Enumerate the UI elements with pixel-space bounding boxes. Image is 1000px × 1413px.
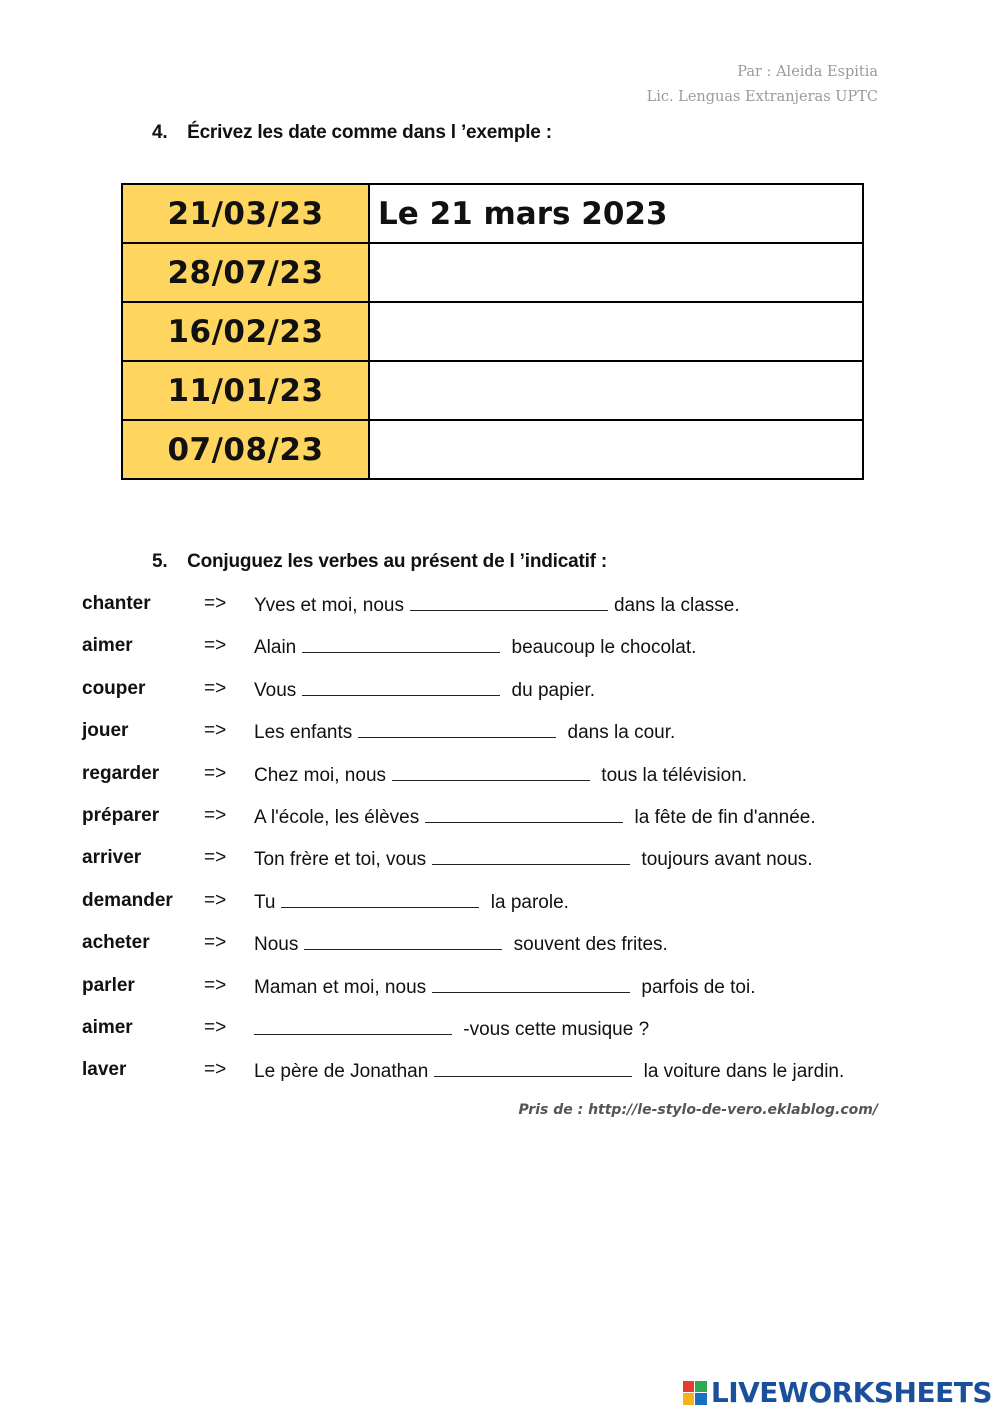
sentence-end: beaucoup le chocolat. [506,637,697,659]
sentence-start: Maman et moi, nous [254,976,427,998]
sentence [254,678,595,702]
sentence-end: la fête de fin d'année. [629,806,816,828]
sentence-end: souvent des frites. [508,934,668,956]
verb-infinitive: aimer [82,1016,133,1038]
sentence [254,593,740,617]
sentence-end: dans la cour. [562,722,676,744]
conjugation-row [82,971,962,1013]
date-cell: 28/07/23 [122,243,369,302]
date-row [122,302,863,361]
sentence-end: dans la classe. [613,595,740,616]
liveworksheets-logo-text: LIVEWORKSHEETS [710,1376,992,1409]
sentence [254,890,569,914]
liveworksheets-logo-icon [683,1381,707,1405]
verb-infinitive: arriver [82,847,142,869]
verb-infinitive: parler [82,974,135,996]
date-answer-field: Le 21 mars 2023 [369,184,863,243]
sentence-end: la parole. [485,891,569,913]
sentence [254,805,816,829]
date-row [122,184,863,243]
date-row [122,420,863,479]
sentence-start: Le père de Jonathan [254,1061,429,1083]
sentence [254,932,668,956]
dates-table [121,183,864,480]
sentence-start: Alain [254,637,297,659]
date-row [122,243,863,302]
conjugation-row [82,674,962,716]
verb-infinitive: demander [82,889,173,911]
sentence-end: du papier. [506,679,596,701]
arrow: => [204,1059,227,1081]
author-credit [647,60,878,110]
answer-blank[interactable] [304,932,502,950]
date-cell: 21/03/23 [122,184,369,243]
arrow: => [204,847,227,869]
author-name: Par : Aleida Espitia [737,64,878,80]
answer-blank[interactable] [425,805,623,823]
conjugation-row [82,843,962,885]
conjugation-row [82,886,962,928]
sentence-start: Tu [254,891,276,913]
sentence [254,635,696,659]
answer-blank[interactable] [254,1017,452,1035]
conjugation-list [82,589,962,1098]
arrow: => [204,1016,227,1038]
answer-blank[interactable] [432,975,630,993]
arrow: => [204,720,227,742]
date-answer-field[interactable] [369,243,863,302]
sentence-start: Nous [254,934,299,956]
sentence-start: Chez moi, nous [254,764,387,786]
exercise-5-heading [152,551,607,573]
conjugation-row [82,928,962,970]
sentence-end: parfois de toi. [636,976,756,998]
date-cell: 11/01/23 [122,361,369,420]
sentence-start: Vous [254,679,297,701]
sentence-end: -vous cette musique ? [458,1018,650,1040]
arrow: => [204,974,227,996]
conjugation-row [82,716,962,758]
logo-square [695,1381,707,1393]
conjugation-row [82,1013,962,1055]
exercise-4-heading [152,122,552,144]
logo-square [683,1381,695,1393]
arrow: => [204,762,227,784]
liveworksheets-logo [683,1376,992,1409]
verb-infinitive: préparer [82,804,160,826]
exercise-5-title: Conjuguez les verbes au présent de l ’indicatif : [187,551,608,572]
exercise-4-number: 4. [152,122,168,143]
arrow: => [204,889,227,911]
date-cell: 16/02/23 [122,302,369,361]
arrow: => [204,635,227,657]
sentence-start: Yves et moi, nous [254,595,404,616]
sentence-end: la voiture dans le jardin. [638,1061,845,1083]
sentence-start: Les enfants [254,722,353,744]
sentence [254,1059,844,1083]
answer-blank[interactable] [358,720,556,738]
author-degree: Lic. Lenguas Extranjeras UPTC [646,89,878,105]
arrow: => [204,932,227,954]
answer-blank[interactable] [434,1059,632,1077]
exercise-5-number: 5. [152,551,168,572]
sentence [254,975,755,999]
date-cell: 07/08/23 [122,420,369,479]
answer-blank[interactable] [302,678,500,696]
date-answer-field[interactable] [369,361,863,420]
verb-infinitive: regarder [82,762,160,784]
sentence [254,720,675,744]
sentence [254,763,747,787]
answer-blank[interactable] [410,593,608,611]
verb-infinitive: chanter [82,593,151,614]
verb-infinitive: acheter [82,932,150,954]
sentence-end: tous la télévision. [596,764,748,786]
answer-blank[interactable] [392,763,590,781]
conjugation-row [82,759,962,801]
arrow: => [204,593,227,614]
date-answer-field[interactable] [369,420,863,479]
conjugation-row [82,1055,962,1097]
conjugation-row [82,589,962,631]
sentence-start: Ton frère et toi, vous [254,849,427,871]
answer-blank[interactable] [281,890,479,908]
conjugation-row [82,631,962,673]
verb-infinitive: jouer [82,720,129,742]
sentence-start: A l'école, les élèves [254,806,420,828]
date-answer-field[interactable] [369,302,863,361]
date-row [122,361,863,420]
sentence [254,847,813,871]
answer-blank[interactable] [432,847,630,865]
arrow: => [204,677,227,699]
logo-square [683,1393,695,1405]
sentence [254,1017,649,1041]
verb-infinitive: aimer [82,635,133,657]
exercise-4-title: Écrivez les date comme dans l ’exemple : [187,122,552,143]
source-credit: Pris de : http://le-stylo-de-vero.eklablog.com/ [518,1102,878,1118]
verb-infinitive: laver [82,1059,127,1081]
sentence-end: toujours avant nous. [636,849,813,871]
arrow: => [204,804,227,826]
logo-square [695,1393,707,1405]
verb-infinitive: couper [82,677,146,699]
answer-blank[interactable] [302,635,500,653]
conjugation-row [82,801,962,843]
